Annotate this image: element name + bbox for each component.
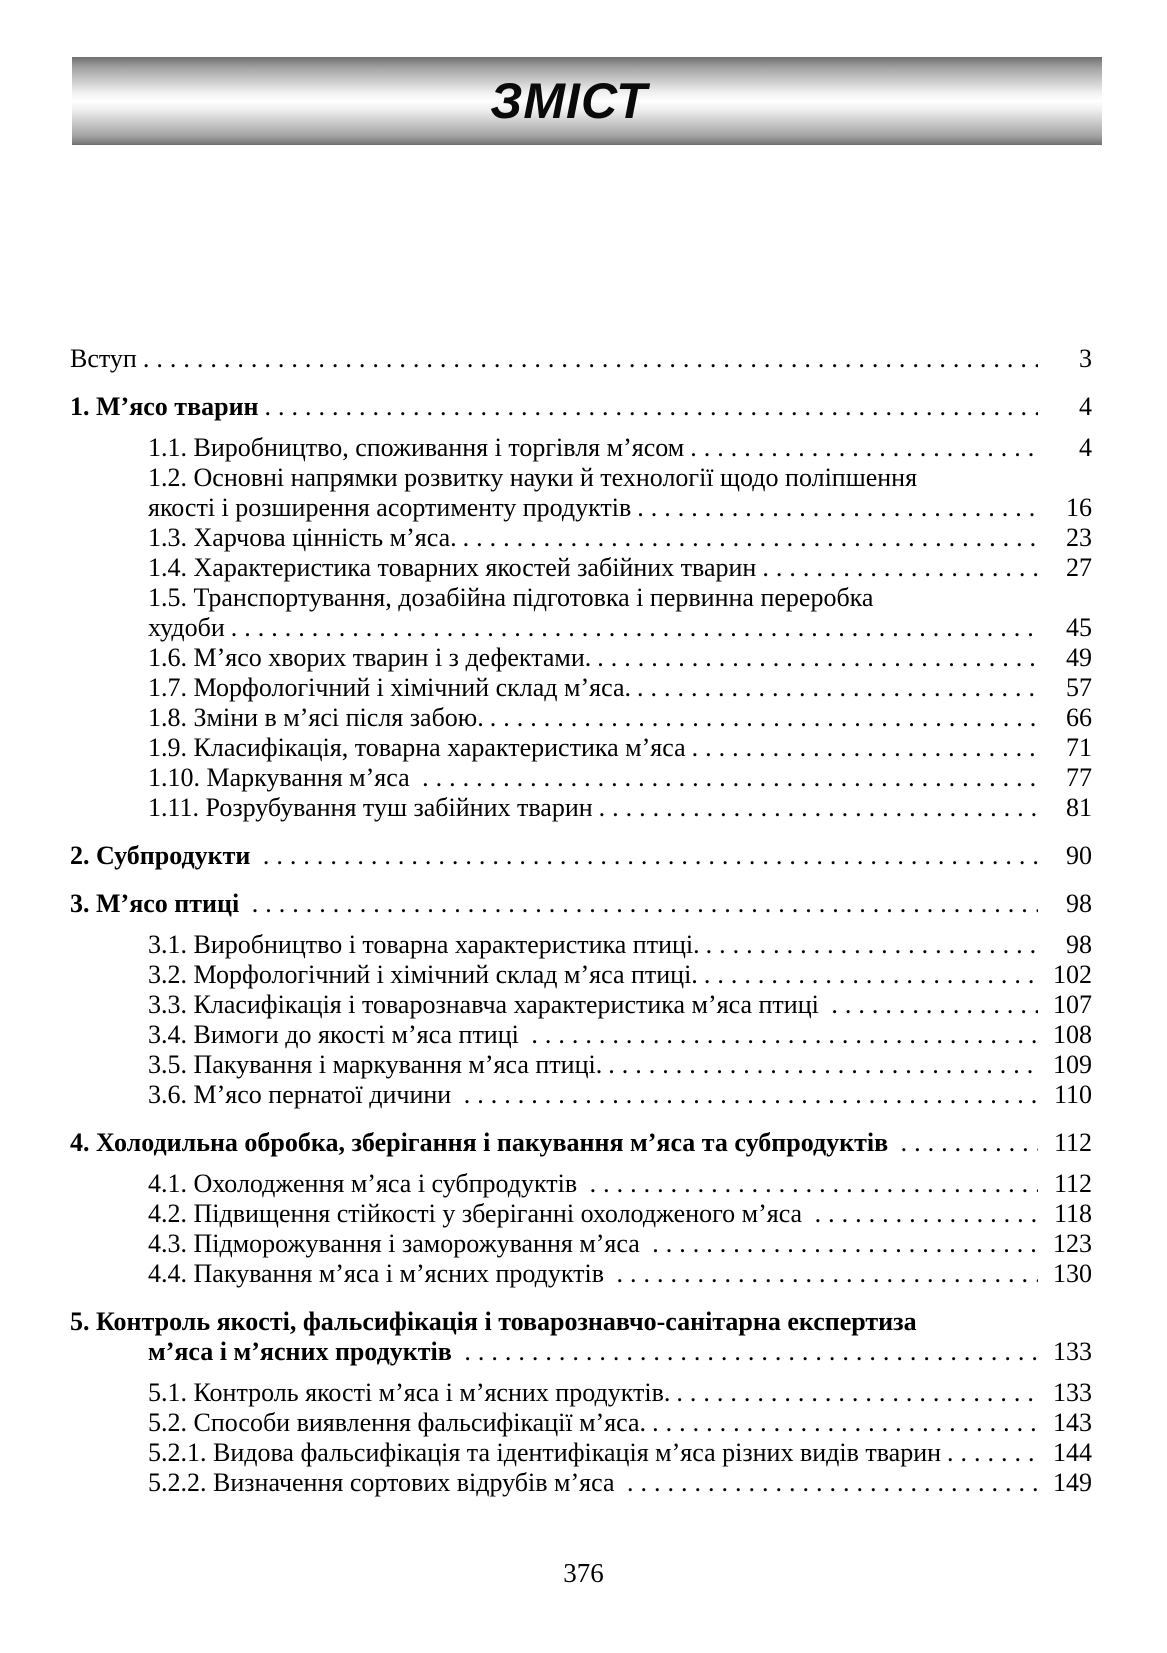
toc-page-number: 81 [1066,793,1092,822]
dot-leader [684,433,1038,463]
toc-page-number: 130 [1053,1259,1092,1288]
dot-leader [137,344,1038,374]
toc-page-number: 112 [1053,1128,1092,1157]
toc-entry-text: 1.6. М’ясо хворих тварин і з дефектами. [148,643,592,672]
toc-entry-text: 2. Субпродукти [70,841,257,870]
toc-entry [70,1378,1092,1408]
toc-page-number: 77 [1066,763,1092,792]
toc-entry-line [70,841,1092,871]
toc-entry-line [70,1080,1092,1110]
toc-entry-line [70,1337,1092,1367]
toc-page-number: 144 [1053,1438,1092,1467]
dot-leader [458,1080,1038,1110]
dot-leader [895,1128,1038,1158]
toc-entry-text: худоби [148,613,225,642]
toc-entry-text: 1.5. Транспортування, дозабійна підготовка і первинна переробка [148,583,874,612]
toc-page-number: 71 [1066,733,1092,762]
toc-entry [70,1050,1092,1080]
dot-leader [621,1468,1038,1498]
toc-entry-text: 1.11. Розрубування туш забійних тварин [148,793,593,822]
toc-page-number: 66 [1066,703,1092,732]
dot-leader [686,733,1038,763]
toc-entry [70,553,1092,583]
toc-entry-text: 4.1. Охолодження м’яса і субпродуктів [148,1169,584,1198]
toc-entry-line [70,523,1092,553]
dot-leader [416,763,1038,793]
dot-leader [584,1169,1038,1199]
toc-entry-line [70,1128,1092,1158]
dot-leader [698,960,1038,990]
toc-entry-line [70,960,1092,990]
dot-leader [809,1199,1038,1229]
dot-leader [941,1438,1038,1468]
dot-leader [631,673,1038,703]
toc-entry-line [70,1468,1092,1498]
dot-leader [457,523,1038,553]
toc-entry-line [70,793,1092,823]
toc-entry [70,990,1092,1020]
toc-entry-line [70,1020,1092,1050]
toc-entry-line [70,493,1092,523]
toc-page-number: 27 [1066,553,1092,582]
toc-entry [70,841,1092,871]
toc-entry-line [70,889,1092,919]
toc-entry-line [70,1378,1092,1408]
toc-entry-text: Вступ [70,344,137,373]
toc-entry [70,960,1092,990]
toc-entry [70,1307,1092,1367]
toc-entry [70,583,1092,643]
toc-page-number: 108 [1053,1020,1092,1049]
toc-entry [70,733,1092,763]
toc-entry-line [70,703,1092,733]
toc-entry-text: 4.3. Підморожування і заморожування м’яса [148,1229,647,1258]
toc-entry-line [70,930,1092,960]
toc-entry-text: 1.2. Основні напрямки розвитку науки й технології щодо поліпшення [148,463,918,492]
toc-entry [70,1020,1092,1050]
toc-entry-text: якості і розширення асортименту продуктів [148,493,632,522]
toc-page-number: 149 [1053,1468,1092,1497]
toc-entry-text: 3.5. Пакування і маркування м’яса птиці. [148,1050,603,1079]
toc-page-number: 57 [1066,673,1092,702]
toc-entry-text: 4.2. Підвищення стійкості у зберіганні охолодженого м’яса [148,1199,809,1228]
dot-leader [257,841,1038,871]
toc-entry-text: 5.2. Способи виявлення фальсифікації м’яса. [148,1408,647,1437]
toc-entry-line [70,1199,1092,1229]
toc-entry [70,1259,1092,1289]
dot-leader [458,1337,1038,1367]
toc-entry-line [70,643,1092,673]
toc-entry-text: 3. М’ясо птиці [70,889,246,918]
toc-page-number: 45 [1066,613,1092,642]
toc-entry-text: 4.4. Пакування м’яса і м’ясних продуктів [148,1259,611,1288]
dot-leader [646,1408,1038,1438]
toc-entry-line [70,553,1092,583]
toc-entry [70,1468,1092,1498]
toc-page-number: 133 [1053,1378,1092,1407]
toc-entry-text: 1.9. Класифікація, товарна характеристика м’яса [148,733,686,762]
toc-page-number: 4 [1079,392,1092,421]
dot-leader [591,643,1038,673]
toc-page-number: 4 [1079,433,1092,462]
toc-entry-text: 4. Холодильна обробка, зберігання і пакування м’яса та субпродуктів [70,1128,895,1157]
toc-entry-text: 1.7. Морфологічний і хімічний склад м’яса. [148,673,631,702]
dot-leader [631,493,1038,523]
toc-entry [70,1080,1092,1110]
toc-page-number: 133 [1053,1337,1092,1366]
toc-entry [70,1229,1092,1259]
toc-entry-text: 5.2.1. Видова фальсифікація та ідентифікація м’яса різних видів тварин [148,1438,942,1467]
toc-entry-text: м’яса і м’ясних продуктів [148,1337,459,1366]
toc-entry-line [70,1229,1092,1259]
toc-entry-line [70,1169,1092,1199]
dot-leader [646,1229,1038,1259]
dot-leader [525,1020,1038,1050]
toc-entry-line [70,344,1092,374]
table-of-contents [70,344,1092,1498]
dot-leader [246,889,1038,919]
toc-entry-line [70,1438,1092,1468]
toc-entry-text: 1.10. Маркування м’яса [148,763,417,792]
dot-leader [225,613,1038,643]
toc-entry-text: 3.4. Вимоги до якості м’яса птиці [148,1020,526,1049]
toc-entry-text: 1.1. Виробництво, споживання і торгівля м’ясом [148,433,685,462]
dot-leader [602,1050,1038,1080]
toc-entry-text: 1.4. Характеристика товарних якостей забійних тварин [148,553,757,582]
toc-entry [70,1408,1092,1438]
toc-entry-line [70,613,1092,643]
toc-entry-line [70,583,1092,613]
toc-entry-line [70,763,1092,793]
toc-entry-line [70,990,1092,1020]
toc-page-number: 16 [1066,493,1092,522]
toc-page-number: 90 [1066,841,1092,870]
toc-entry [70,392,1092,422]
toc-entry [70,1128,1092,1158]
toc-entry [70,889,1092,919]
toc-entry [70,523,1092,553]
toc-page-number: 123 [1053,1229,1092,1258]
toc-entry [70,930,1092,960]
toc-entry [70,793,1092,823]
toc-page-number: 143 [1053,1408,1092,1437]
toc-entry [70,1438,1092,1468]
dot-leader [756,553,1038,583]
toc-page-number: 102 [1053,960,1092,989]
toc-page-number: 118 [1053,1199,1092,1228]
toc-entry-line [70,673,1092,703]
toc-entry [70,433,1092,463]
toc-entry-line [70,433,1092,463]
page-title: ЗМІСТ [490,73,648,129]
toc-entry [70,344,1092,374]
toc-entry-text: 5. Контроль якості, фальсифікація і товарознавчо-санітарна експертиза [70,1307,917,1336]
toc-page-number: 109 [1053,1050,1092,1079]
dot-leader [700,930,1038,960]
toc-entry-text: 3.3. Класифікація і товарознавча характеристика м’яса птиці [148,990,826,1019]
toc-entry [70,643,1092,673]
toc-entry-text: 3.1. Виробництво і товарна характеристика птиці. [148,930,700,959]
toc-entry [70,1169,1092,1199]
dot-leader [484,703,1038,733]
toc-page-number: 98 [1066,889,1092,918]
toc-page-number: 107 [1053,990,1092,1019]
toc-entry-line [70,733,1092,763]
toc-entry-text: 1.3. Харчова цінність м’яса. [148,523,457,552]
contents-banner [72,57,1102,145]
toc-page-number: 98 [1066,930,1092,959]
toc-entry-text: 5.1. Контроль якості м’яса і м’ясних продуктів. [148,1378,671,1407]
toc-entry [70,763,1092,793]
toc-entry-line [70,1307,1092,1337]
toc-entry-text: 5.2.2. Визначення сортових відрубів м’яса [148,1468,621,1497]
toc-entry-line [70,1050,1092,1080]
toc-entry-line [70,463,1092,493]
toc-entry-line [70,1259,1092,1289]
toc-entry-text: 1.8. Зміни в м’ясі після забою. [148,703,484,732]
toc-entry-line [70,1408,1092,1438]
toc-entry [70,673,1092,703]
toc-entry [70,1199,1092,1229]
dot-leader [611,1259,1038,1289]
toc-entry [70,703,1092,733]
toc-page-number: 112 [1053,1169,1092,1198]
toc-page-number: 110 [1053,1080,1092,1109]
toc-page-number: 3 [1079,344,1092,373]
dot-leader [593,793,1038,823]
folio-page-number: 376 [563,1558,604,1588]
toc-entry-line [70,392,1092,422]
dot-leader [825,990,1038,1020]
toc-entry-text: 3.6. М’ясо пернатої дичини [148,1080,458,1109]
toc-entry [70,463,1092,523]
toc-entry-text: 3.2. Морфологічний і хімічний склад м’яса птиці. [148,960,698,989]
page-footer [0,1558,1167,1589]
dot-leader [259,392,1038,422]
toc-page-number: 49 [1066,643,1092,672]
dot-leader [670,1378,1038,1408]
toc-entry-text: 1. М’ясо тварин [70,392,259,421]
toc-page-number: 23 [1066,523,1092,552]
